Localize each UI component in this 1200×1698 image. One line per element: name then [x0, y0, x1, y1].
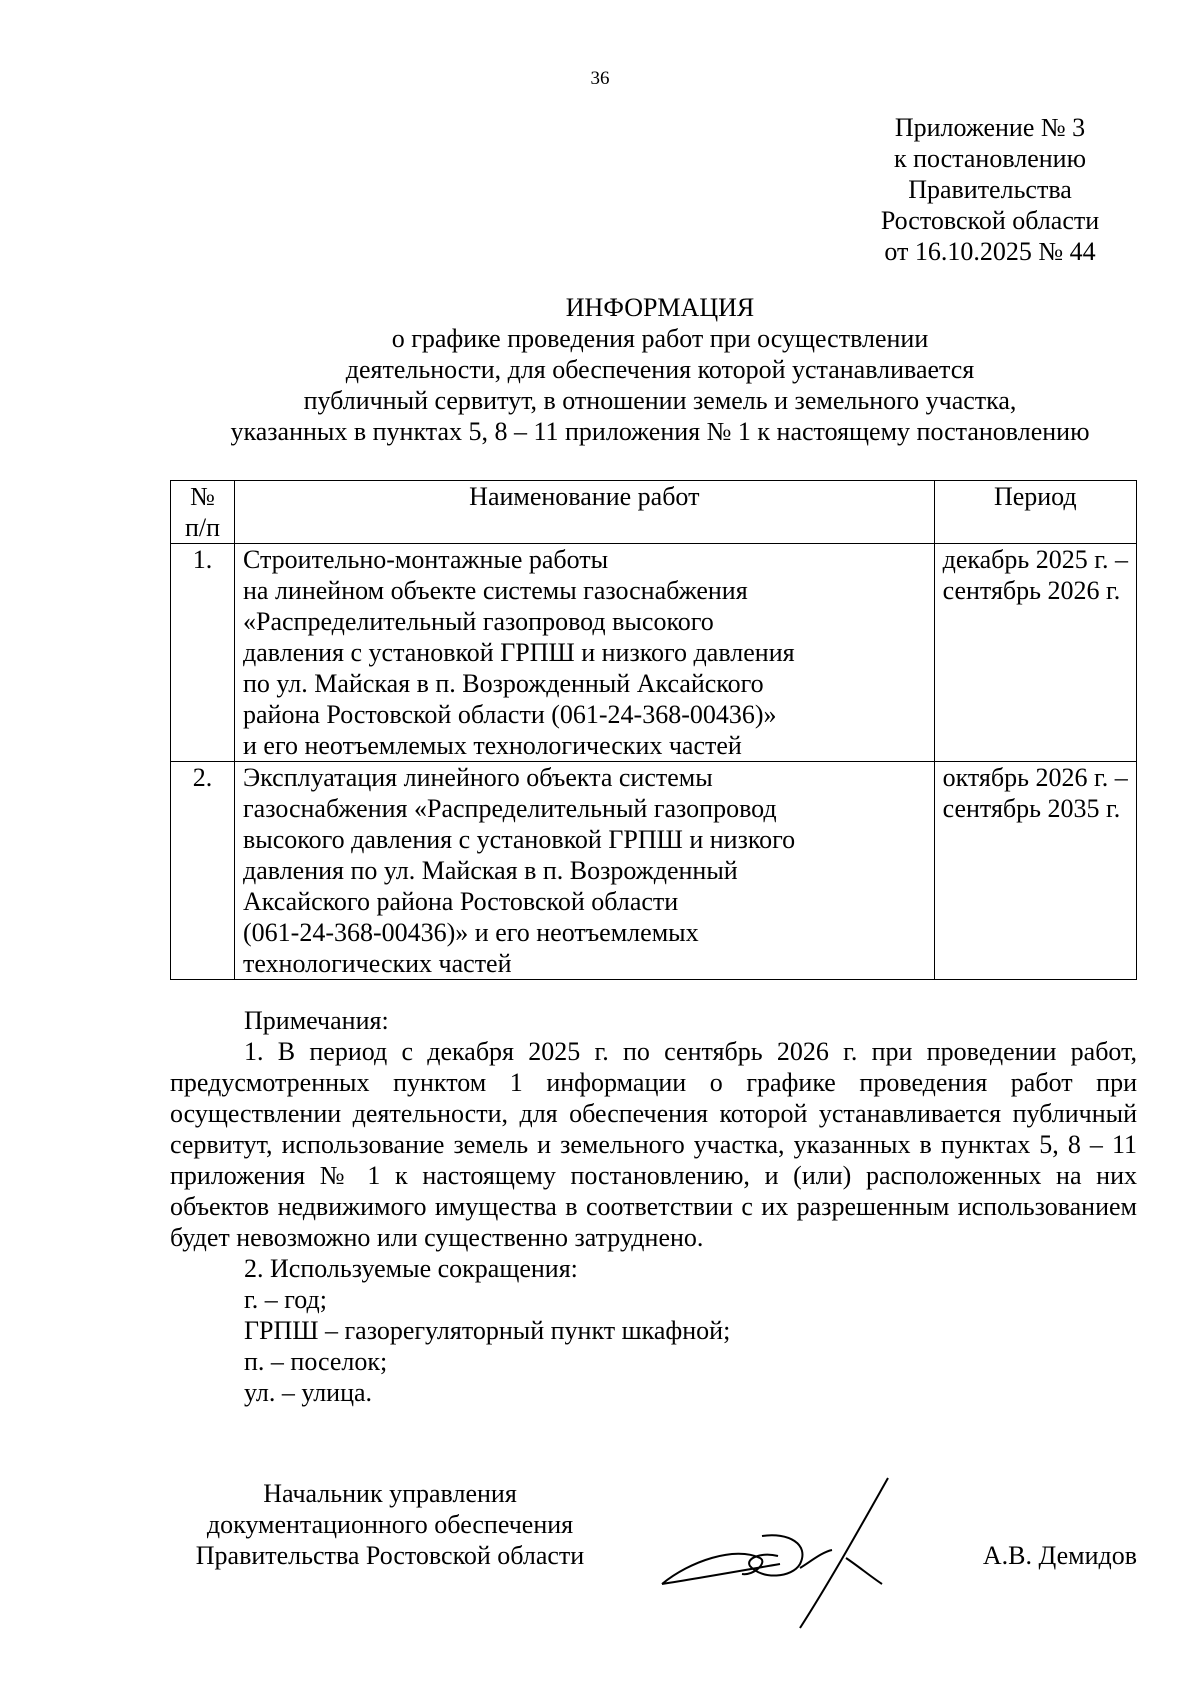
note-1: 1. В период с декабря 2025 г. по сентябрь 2026 г. при проведении работ, предусмотренных пунктом 1 информации о графике проведения работ при осуществлении деятельности, для обеспечения которой устанавливается публичный сервитут, использование земель и земельного участка, указанных в пунктах 5, 8 – 11 приложения № 1 к настоящему постановлению, и (или) расположенных на них объектов недвижимого имущества в соответствии с их разрешенным использованием будет невозможно или существенно затруднено.: [170, 1037, 1137, 1252]
signatory-title: Начальник управления документационного обеспечения Правительства Ростовской области: [195, 1479, 585, 1570]
page-number: 36: [590, 68, 610, 89]
title-line: о графике проведения работ при осуществлении: [391, 324, 929, 353]
table-row: [171, 762, 1137, 980]
handwritten-signature-icon: [650, 1466, 910, 1636]
abbreviation-item: ГРПШ – газорегуляторный пункт шкафной;: [244, 1316, 731, 1345]
abbreviation-item: ул. – улица.: [244, 1378, 373, 1407]
table-header-row: [171, 481, 1137, 544]
title-line: указанных в пунктах 5, 8 – 11 приложения № 1 к настоящему постановлению: [230, 417, 1090, 446]
notes-section: [170, 1005, 1137, 1408]
appendix-line: Правительства: [908, 175, 1072, 204]
row-period: октябрь 2026 г. – сентябрь 2035 г.: [934, 762, 1136, 980]
works-schedule-table: [170, 480, 1137, 980]
title-line: деятельности, для обеспечения которой устанавливается: [345, 355, 975, 384]
header-number: № п/п: [171, 481, 235, 544]
abbreviation-item: п. – поселок;: [244, 1347, 388, 1376]
note-2: 2. Используемые сокращения:: [244, 1254, 578, 1283]
row-number: 2.: [171, 762, 235, 980]
appendix-block: [840, 112, 1140, 267]
title-line: публичный сервитут, в отношении земель и земельного участка,: [303, 386, 1017, 415]
appendix-line: Ростовской области: [880, 206, 1100, 235]
title-heading: ИНФОРМАЦИЯ: [565, 293, 755, 322]
signature-block: [170, 1478, 1137, 1628]
row-number: 1.: [171, 544, 235, 762]
table-row: [171, 544, 1137, 762]
appendix-line: к постановлению: [893, 144, 1087, 173]
row-work-name: Строительно-монтажные работы на линейном объекте системы газоснабжения «Распределительный газопровод высокого давления с установкой ГРПШ и низкого давления по ул. Майская в п. Возрожденный Аксайского района Ростовской области (061-24-368-00436)» и его неотъемлемых технологических частей: [235, 544, 935, 762]
appendix-line: Приложение № 3: [894, 113, 1086, 142]
appendix-line: от 16.10.2025 № 44: [884, 237, 1096, 266]
header-work-name: Наименование работ: [235, 481, 935, 544]
signatory-name: А.В. Демидов: [982, 1541, 1137, 1570]
abbreviation-item: г. – год;: [244, 1285, 327, 1314]
notes-heading: Примечания:: [244, 1006, 389, 1035]
row-period: декабрь 2025 г. – сентябрь 2026 г.: [934, 544, 1136, 762]
document-title: [0, 292, 1200, 447]
header-period: Период: [934, 481, 1136, 544]
row-work-name: Эксплуатация линейного объекта системы газоснабжения «Распределительный газопровод высокого давления с установкой ГРПШ и низкого давления по ул. Майская в п. Возрожденный Аксайского района Ростовской области (061-24-368-00436)» и его неотъемлемых технологических частей: [235, 762, 935, 980]
